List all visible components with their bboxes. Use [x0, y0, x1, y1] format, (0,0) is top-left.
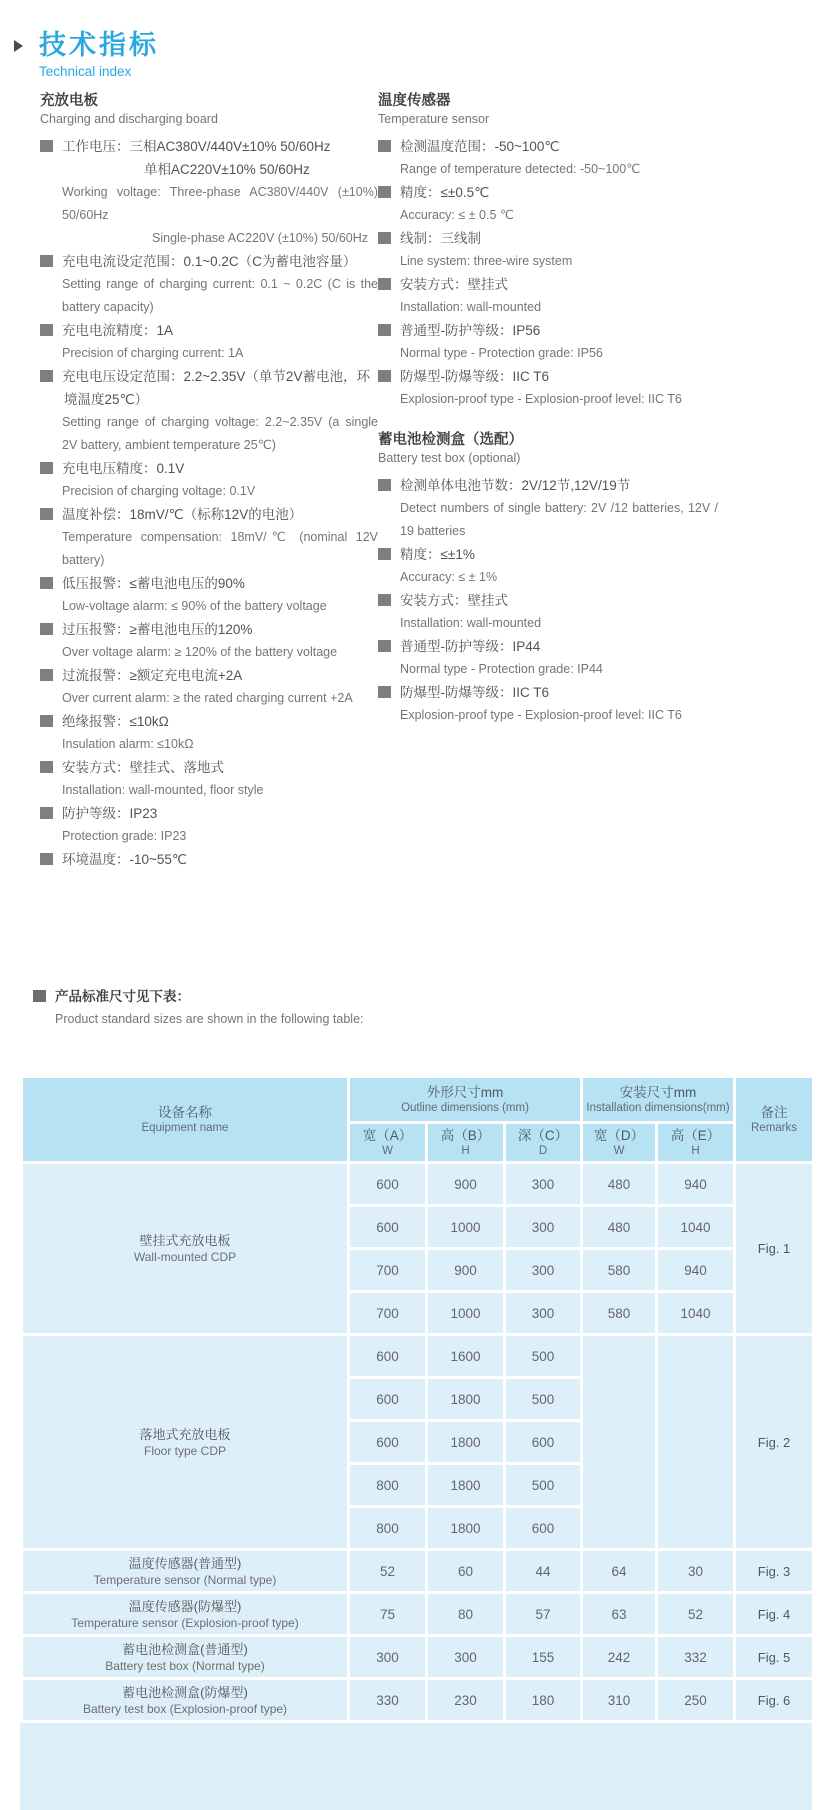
subcol-en: H — [691, 1145, 700, 1157]
spec-line-zh — [40, 135, 378, 158]
spec-line-zh — [40, 365, 378, 411]
bullet-square-icon — [40, 761, 53, 773]
bullet-square-icon — [40, 623, 53, 635]
spec-zh-text: 安装方式：壁挂式 — [400, 277, 508, 292]
section-heading-en: Temperature sensor — [378, 112, 490, 126]
spec-section — [378, 92, 718, 411]
spec-line-en: Working voltage: Three-phase AC380V/440V (±10%) 50/60Hz — [62, 185, 378, 222]
spec-line-zh — [378, 589, 718, 612]
spec-line-en: Low-voltage alarm: ≤ 90% of the battery voltage — [62, 599, 327, 613]
page-header — [14, 30, 159, 79]
spec-line-zh — [378, 181, 718, 204]
spec-zh-text: 普通型-防护等级：IP44 — [400, 639, 541, 654]
bullet-square-icon — [378, 640, 391, 652]
dimension-value: 600 — [505, 1507, 582, 1550]
dimension-value: 940 — [657, 1249, 735, 1292]
spec-zh-text: 检测温度范围：-50~100℃ — [400, 139, 560, 154]
spec-line-zh — [378, 273, 718, 296]
spec-line-en: Detect numbers of single battery: 2V /12 batteries, 12V / 19 batteries — [400, 501, 718, 538]
bullet-square-icon — [378, 140, 391, 152]
header-equipment-zh: 设备名称 — [158, 1105, 212, 1120]
dimension-value: 64 — [582, 1550, 657, 1593]
bullet-square-icon — [40, 255, 53, 267]
spec-line-en: Accuracy: ≤ ± 1% — [400, 570, 498, 584]
spec-item — [378, 227, 718, 273]
subcol-en: W — [382, 1145, 393, 1157]
spec-item — [40, 250, 378, 319]
spec-line-zh — [378, 474, 718, 497]
header-remarks-en: Remarks — [751, 1122, 798, 1134]
table-note-en: Product standard sizes are shown in the following table: — [55, 1012, 364, 1026]
table-row — [22, 1335, 814, 1378]
header-col-height-e — [657, 1123, 735, 1163]
table-header-row-groups — [22, 1077, 814, 1123]
bullet-square-icon — [378, 479, 391, 491]
dimension-value: 600 — [349, 1335, 427, 1378]
spec-zh-text: 防爆型-防爆等级：IIC T6 — [400, 685, 550, 700]
equipment-name-cell — [22, 1636, 349, 1679]
dimension-value: 242 — [582, 1636, 657, 1679]
dimension-value: 1000 — [427, 1206, 505, 1249]
table-row — [22, 1550, 814, 1593]
dimension-value: 580 — [582, 1249, 657, 1292]
equipment-name-zh: 落地式充放电板 — [139, 1426, 231, 1442]
dimension-value: 480 — [582, 1206, 657, 1249]
header-col-height-b — [427, 1123, 505, 1163]
equipment-name-cell — [22, 1593, 349, 1636]
header-installation-dimensions — [582, 1077, 735, 1123]
header-outline-dimensions — [349, 1077, 582, 1123]
spec-zh-text: 防爆型-防爆等级：IIC T6 — [400, 369, 550, 384]
spec-zh-text: 充电电压设定范围：2.2~2.35V（单节2V蓄电池，环境温度25℃） — [62, 369, 370, 407]
header-installation-en: Installation dimensions(mm) — [586, 1102, 730, 1114]
table-row — [22, 1636, 814, 1679]
equipment-name-zh: 壁挂式充放电板 — [139, 1233, 231, 1248]
bullet-square-icon — [40, 370, 53, 382]
spec-item — [378, 474, 718, 543]
spec-line-en: Accuracy: ≤ ± 0.5 ℃ — [400, 208, 514, 222]
spec-zh-text: 低压报警：≤蓄电池电压的90% — [62, 576, 245, 591]
dimension-value: 80 — [427, 1593, 505, 1636]
dimension-value: 800 — [349, 1507, 427, 1550]
dimension-value: 300 — [505, 1249, 582, 1292]
page-subtitle: Technical index — [39, 64, 132, 79]
equipment-name-cell — [22, 1335, 349, 1550]
remark-value: Fig. 2 — [735, 1335, 814, 1550]
spec-line-zh — [40, 572, 378, 595]
dimension-value: 600 — [349, 1378, 427, 1421]
bullet-square-icon — [40, 577, 53, 589]
dimension-value: 63 — [582, 1593, 657, 1636]
dimension-value: 310 — [582, 1679, 657, 1722]
bullet-square-icon — [40, 324, 53, 336]
spec-line-en: Range of temperature detected: -50~100℃ — [400, 162, 641, 176]
remark-value: Fig. 5 — [735, 1636, 814, 1679]
remark-value: Fig. 4 — [735, 1593, 814, 1636]
remark-value: Fig. 6 — [735, 1679, 814, 1722]
table-row — [22, 1593, 814, 1636]
empty-cell — [657, 1335, 735, 1550]
spec-item — [40, 848, 378, 871]
dimension-value: 1040 — [657, 1206, 735, 1249]
header-remarks — [735, 1077, 814, 1163]
spec-line-zh — [40, 319, 378, 342]
dimension-value: 1800 — [427, 1421, 505, 1464]
spec-line-en: Over current alarm: ≥ the rated charging current +2A — [62, 691, 353, 705]
spec-line-zh — [40, 618, 378, 641]
spec-line-zh — [378, 319, 718, 342]
dimension-value: 500 — [505, 1464, 582, 1507]
spec-zh-text: 环境温度：-10~55℃ — [62, 852, 188, 867]
spec-line-en: Normal type - Protection grade: IP44 — [400, 662, 603, 676]
spec-zh-text: 工作电压：三相AC380V/440V±10% 50/60Hz — [62, 139, 331, 154]
spec-line-zh — [40, 457, 378, 480]
spec-zh-text: 防护等级：IP23 — [62, 806, 158, 821]
page-title: 技术指标 — [39, 30, 159, 60]
spec-line-zh — [378, 681, 718, 704]
spec-item — [378, 135, 718, 181]
dimension-value: 332 — [657, 1636, 735, 1679]
dimension-value: 250 — [657, 1679, 735, 1722]
spec-line-en: Setting range of charging current: 0.1 ~ 0.2C (C is the battery capacity) — [62, 277, 378, 314]
dimension-value: 700 — [349, 1249, 427, 1292]
bullet-square-icon — [40, 140, 53, 152]
remark-value: Fig. 1 — [735, 1163, 814, 1335]
spec-line-zh — [40, 848, 378, 871]
equipment-name-en: Floor type CDP — [143, 1443, 227, 1458]
spec-line-en: Normal type - Protection grade: IP56 — [400, 346, 603, 360]
bullet-square-icon — [378, 232, 391, 244]
bullet-square-icon — [378, 186, 391, 198]
table-note-zh-text: 产品标准尺寸见下表： — [55, 989, 190, 1004]
dimension-value: 1800 — [427, 1464, 505, 1507]
dimension-value: 75 — [349, 1593, 427, 1636]
spec-line-zh — [40, 503, 378, 526]
spec-line-zh — [378, 365, 718, 388]
spec-item — [40, 503, 378, 572]
dimension-value: 300 — [349, 1636, 427, 1679]
dimension-value: 900 — [427, 1249, 505, 1292]
section-heading-zh: 蓄电池检测盒（选配） — [378, 432, 523, 448]
dimension-value: 580 — [582, 1292, 657, 1335]
spec-line-zh — [40, 756, 378, 779]
dimension-value: 60 — [427, 1550, 505, 1593]
spec-columns — [40, 92, 790, 871]
spec-line-zh — [378, 135, 718, 158]
dimension-value: 300 — [427, 1636, 505, 1679]
spec-zh-text: 检测单体电池节数：2V/12节,12V/19节 — [400, 478, 631, 493]
bullet-square-icon — [378, 370, 391, 382]
spec-line-en: Explosion-proof type - Explosion-proof level: IIC T6 — [400, 708, 682, 722]
equipment-name-zh: 蓄电池检测盒(普通型) — [122, 1641, 248, 1657]
header-col-width-d — [582, 1123, 657, 1163]
spec-item — [40, 457, 378, 503]
dimension-value: 30 — [657, 1550, 735, 1593]
equipment-name-en: Wall-mounted CDP — [133, 1250, 237, 1264]
spec-item — [40, 319, 378, 365]
table-row — [22, 1163, 814, 1206]
spec-column-left — [40, 92, 378, 871]
spec-item — [40, 365, 378, 457]
dimension-value: 330 — [349, 1679, 427, 1722]
spec-line-zh — [40, 664, 378, 687]
table-row — [22, 1679, 814, 1722]
dimension-value: 300 — [505, 1163, 582, 1206]
equipment-name-en: Battery test box (Explosion-proof type) — [82, 1701, 288, 1716]
equipment-name-cell — [22, 1163, 349, 1335]
spec-line-zh — [40, 250, 378, 273]
spec-item — [378, 635, 718, 681]
spec-zh-text: 充电电流精度：1A — [62, 323, 174, 338]
dimension-value: 300 — [505, 1292, 582, 1335]
header-equipment-name — [22, 1077, 349, 1163]
bullet-square-icon — [40, 715, 53, 727]
dimension-value: 180 — [505, 1679, 582, 1722]
spec-item — [378, 319, 718, 365]
empty-cell — [582, 1335, 657, 1550]
spec-line-zh — [378, 635, 718, 658]
dimension-value: 600 — [349, 1421, 427, 1464]
bullet-square-icon — [378, 278, 391, 290]
spec-zh-text: 线制：三线制 — [400, 231, 481, 246]
subcol-en: H — [461, 1145, 470, 1157]
bullet-square-icon — [33, 990, 46, 1002]
bullet-square-icon — [378, 324, 391, 336]
dimension-value: 480 — [582, 1163, 657, 1206]
subcol-zh: 高（B） — [440, 1128, 491, 1143]
spec-line-en: Setting range of charging voltage: 2.2~2.35V (a single 2V battery, ambient temperature 25℃) — [62, 415, 378, 452]
spec-line-en: Line system: three-wire system — [400, 254, 573, 268]
spec-item — [40, 756, 378, 802]
spec-line-en: Single-phase AC220V (±10%) 50/60Hz — [152, 231, 369, 245]
spec-line-en: Over voltage alarm: ≥ 120% of the battery voltage — [62, 645, 338, 659]
spec-item — [40, 664, 378, 710]
dimension-value: 155 — [505, 1636, 582, 1679]
dimension-value: 57 — [505, 1593, 582, 1636]
bullet-square-icon — [40, 669, 53, 681]
dimension-value: 700 — [349, 1292, 427, 1335]
spec-line-en: Insulation alarm: ≤10kΩ — [62, 737, 194, 751]
spec-zh-text: 充电电流设定范围：0.1~0.2C（C为蓄电池容量） — [62, 254, 357, 269]
spec-line-en: Precision of charging voltage: 0.1V — [62, 484, 256, 498]
dimension-value: 500 — [505, 1378, 582, 1421]
spec-item — [40, 802, 378, 848]
dimension-value: 900 — [427, 1163, 505, 1206]
header-outline-en: Outline dimensions (mm) — [401, 1102, 529, 1114]
dimension-value: 52 — [657, 1593, 735, 1636]
bullet-square-icon — [378, 594, 391, 606]
header-remarks-zh: 备注 — [760, 1105, 788, 1120]
subcol-zh: 高（E） — [670, 1128, 721, 1143]
spec-line-en: Installation: wall-mounted — [400, 300, 542, 314]
remark-value: Fig. 3 — [735, 1550, 814, 1593]
spec-line-en: Temperature compensation: 18mV/℃ (nominal 12V battery) — [62, 530, 378, 567]
dimension-value: 600 — [349, 1206, 427, 1249]
equipment-name-en: Temperature sensor (Normal type) — [93, 1572, 277, 1587]
spec-line-en: Installation: wall-mounted, floor style — [62, 783, 264, 797]
bullet-square-icon — [378, 686, 391, 698]
header-outline-zh: 外形尺寸mm — [426, 1085, 504, 1100]
dimension-value: 1800 — [427, 1507, 505, 1550]
size-table-panel — [20, 1075, 812, 1810]
subcol-zh: 宽（A） — [362, 1128, 413, 1143]
spec-zh-text: 充电电压精度：0.1V — [62, 461, 185, 476]
equipment-name-cell — [22, 1550, 349, 1593]
header-installation-zh: 安装尺寸mm — [619, 1085, 697, 1100]
dimension-value: 52 — [349, 1550, 427, 1593]
spec-item — [40, 618, 378, 664]
spec-line-en: Explosion-proof type - Explosion-proof level: IIC T6 — [400, 392, 682, 406]
spec-line-zh — [378, 543, 718, 566]
header-col-width-a — [349, 1123, 427, 1163]
dimension-value: 230 — [427, 1679, 505, 1722]
dimension-value: 1600 — [427, 1335, 505, 1378]
spec-item — [378, 681, 718, 727]
spec-item — [378, 365, 718, 411]
spec-zh-text: 安装方式：壁挂式 — [400, 593, 508, 608]
spec-line-en: Protection grade: IP23 — [62, 829, 187, 843]
equipment-name-zh: 温度传感器(防爆型) — [128, 1598, 242, 1614]
spec-item — [378, 543, 718, 589]
bullet-square-icon — [378, 548, 391, 560]
spec-line-zh — [40, 158, 378, 181]
equipment-name-en: Temperature sensor (Explosion-proof type) — [71, 1615, 299, 1630]
spec-line-en: Precision of charging current: 1A — [62, 346, 244, 360]
dimension-value: 300 — [505, 1206, 582, 1249]
dimension-value: 600 — [505, 1421, 582, 1464]
section-heading-en: Charging and discharging board — [40, 112, 218, 126]
spec-column-right — [378, 92, 718, 871]
spec-zh-text: 安装方式：壁挂式、落地式 — [62, 760, 224, 775]
dimension-value: 600 — [349, 1163, 427, 1206]
spec-zh-text: 单相AC220V±10% 50/60Hz — [144, 162, 310, 177]
spec-section — [40, 92, 378, 871]
bullet-square-icon — [40, 807, 53, 819]
dimension-value: 940 — [657, 1163, 735, 1206]
spec-section — [378, 431, 718, 727]
size-table — [20, 1075, 815, 1723]
spec-zh-text: 精度：≤±0.5℃ — [400, 185, 490, 200]
spec-zh-text: 精度：≤±1% — [400, 547, 475, 562]
header-equipment-en: Equipment name — [141, 1122, 229, 1134]
spec-line-zh — [40, 710, 378, 733]
spec-item — [378, 589, 718, 635]
spec-line-zh — [378, 227, 718, 250]
dimension-value: 44 — [505, 1550, 582, 1593]
bullet-square-icon — [40, 508, 53, 520]
spec-zh-text: 过压报警：≥蓄电池电压的120% — [62, 622, 253, 637]
arrow-icon — [14, 40, 23, 52]
header-col-depth-c — [505, 1123, 582, 1163]
subcol-en: W — [613, 1145, 625, 1157]
section-heading-en: Battery test box (optional) — [378, 451, 521, 465]
dimension-value: 800 — [349, 1464, 427, 1507]
bullet-square-icon — [40, 853, 53, 865]
table-note-zh — [33, 985, 593, 1008]
equipment-name-zh: 温度传感器(普通型) — [128, 1555, 242, 1571]
dimension-value: 1040 — [657, 1292, 735, 1335]
spec-zh-text: 绝缘报警：≤10kΩ — [62, 714, 169, 729]
spec-item — [40, 710, 378, 756]
equipment-name-zh: 蓄电池检测盒(防爆型) — [122, 1684, 248, 1700]
spec-zh-text: 普通型-防护等级：IP56 — [400, 323, 541, 338]
section-heading-zh: 温度传感器 — [378, 93, 451, 109]
spec-zh-text: 过流报警：≥额定充电电流+2A — [62, 668, 243, 683]
title-group — [39, 30, 159, 79]
equipment-name-cell — [22, 1679, 349, 1722]
spec-item — [40, 135, 378, 250]
spec-item — [378, 273, 718, 319]
table-note — [33, 985, 593, 1030]
subcol-en: D — [538, 1145, 548, 1157]
dimension-value: 500 — [505, 1335, 582, 1378]
dimension-value: 1800 — [427, 1378, 505, 1421]
spec-item — [40, 572, 378, 618]
subcol-zh: 深（C） — [517, 1128, 569, 1143]
dimension-value: 1000 — [427, 1292, 505, 1335]
bullet-square-icon — [40, 462, 53, 474]
equipment-name-en: Battery test box (Normal type) — [105, 1658, 265, 1673]
spec-item — [378, 181, 718, 227]
spec-line-zh — [40, 802, 378, 825]
spec-zh-text: 温度补偿：18mV/℃（标称12V的电池） — [62, 507, 303, 522]
spec-line-en: Installation: wall-mounted — [400, 616, 542, 630]
section-heading-zh: 充放电板 — [40, 93, 98, 109]
subcol-zh: 宽（D） — [593, 1128, 645, 1143]
